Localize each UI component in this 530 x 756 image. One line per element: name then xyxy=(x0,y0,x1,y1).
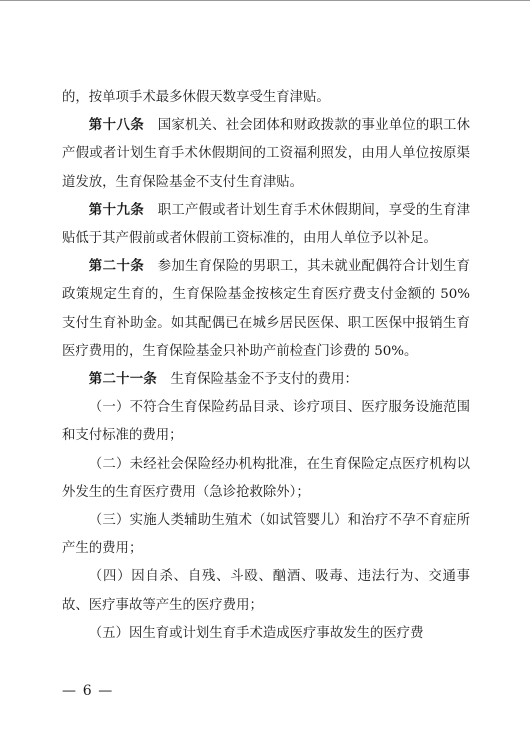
page-number: — 6 — xyxy=(62,683,114,699)
article-18 xyxy=(62,112,470,197)
paragraph-text: 参加生育保险的男职工，其未就业配偶符合计划生育政策规定生育的，生育保险基金按核定生育医疗费支付金额的 50%支付生育补助金。如其配偶已在城乡居民医保、职工医保中报销生育医疗费用的，生育保险基金只补助产前检查门诊费的 50%。 xyxy=(62,259,470,359)
article-19 xyxy=(62,197,470,253)
article-number: 第十八条 xyxy=(88,118,145,134)
paragraph-text: （三）实施人类辅助生殖术（如试管婴儿）和治疗不孕不育症所产生的费用； xyxy=(62,513,470,557)
paragraph-continuation xyxy=(62,84,470,112)
paragraph-text: 的，按单项手术最多休假天数享受生育津贴。 xyxy=(62,90,330,105)
paragraph-text: 生育保险基金不予支付的费用： xyxy=(170,372,358,388)
paragraph-text: 职工产假或者计划生育手术休假期间，享受的生育津贴低于其产假前或者休假前工资标准的，由用人单位予以补足。 xyxy=(62,202,470,247)
list-item-5 xyxy=(62,620,470,648)
article-number: 第十九条 xyxy=(88,202,145,218)
page-top-border xyxy=(0,0,530,1)
article-20 xyxy=(62,253,470,366)
list-item-3 xyxy=(62,507,470,563)
article-21 xyxy=(62,366,470,394)
paragraph-text: （四）因自杀、自残、斗殴、酗酒、吸毒、违法行为、交通事故、医疗事故等产生的医疗费用； xyxy=(62,569,470,613)
list-item-1 xyxy=(62,394,470,450)
paragraph-text: （五）因生育或计划生育手术造成医疗事故发生的医疗费 xyxy=(88,625,424,641)
article-number: 第二十条 xyxy=(88,259,145,275)
list-item-2 xyxy=(62,451,470,507)
article-number: 第二十一条 xyxy=(88,372,158,388)
document-body xyxy=(62,84,470,648)
paragraph-text: （二）未经社会保险经办机构批准，在生育保险定点医疗机构以外发生的生育医疗费用（急诊抢救除外）； xyxy=(62,456,470,500)
paragraph-text: （一）不符合生育保险药品目录、诊疗项目、医疗服务设施范围和支付标准的费用； xyxy=(62,400,470,444)
paragraph-text: 国家机关、社会团体和财政拨款的事业单位的职工休产假或者计划生育手术休假期间的工资福利照发，由用人单位按原渠道发放，生育保险基金不支付生育津贴。 xyxy=(62,118,470,190)
list-item-4 xyxy=(62,563,470,619)
